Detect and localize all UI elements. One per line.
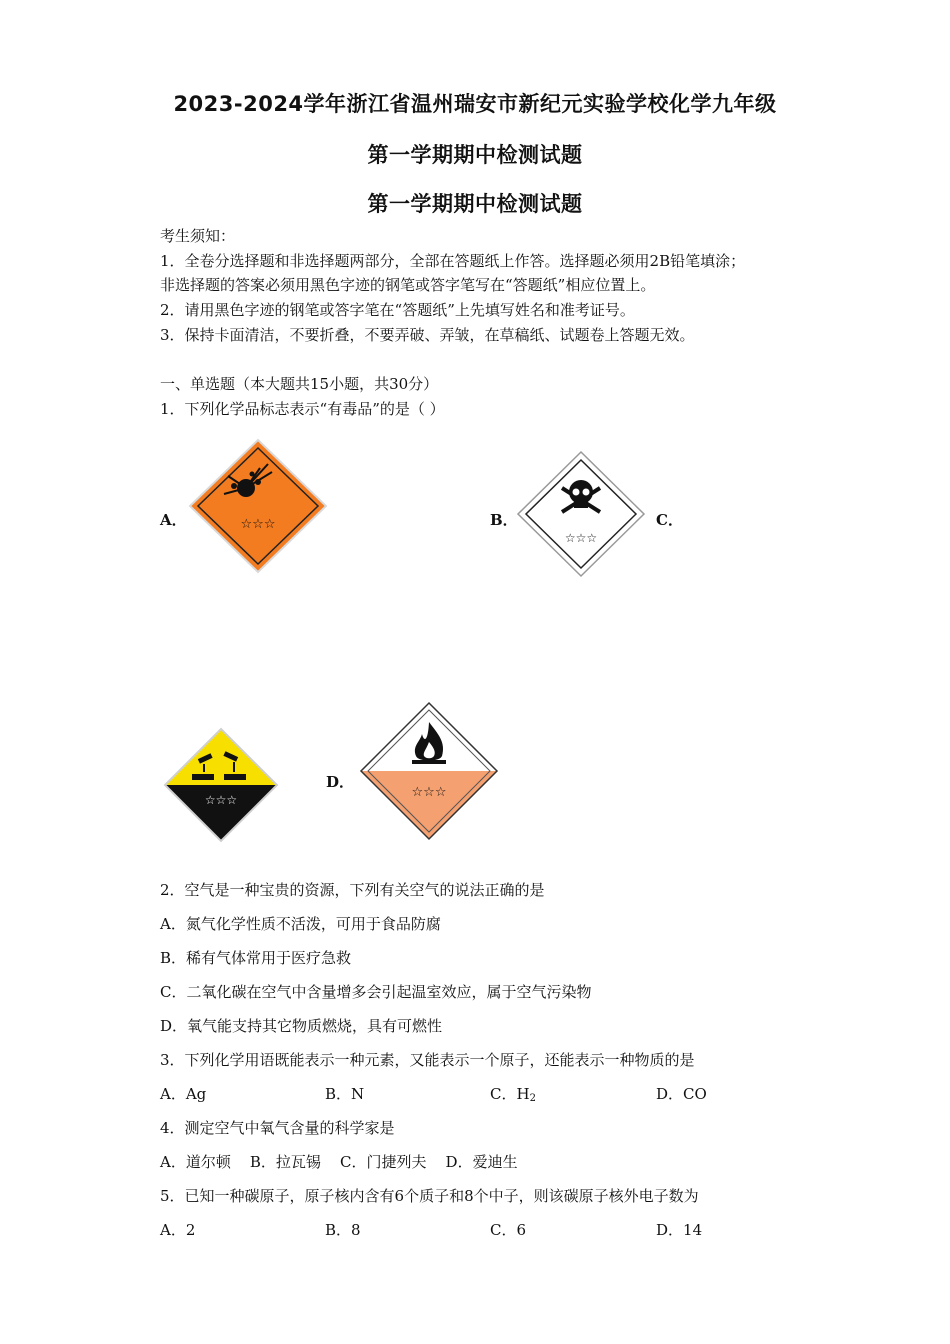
q5-option-b: B．8 — [325, 1221, 361, 1239]
q3-option-d: D．CO — [656, 1085, 707, 1103]
notice-item-1a: 1．全卷分选择题和非选择题两部分，全部在答题纸上作答。选择题必须用2B铅笔填涂； — [160, 252, 746, 270]
question-1-stem: 1．下列化学品标志表示“有毒品”的是（ ） — [160, 400, 445, 418]
notice-heading: 考生须知： — [160, 227, 236, 245]
sign-c-stars: ☆☆☆ — [204, 793, 238, 807]
notice-item-3: 3．保持卡面清洁，不要折叠，不要弄破、弄皱，在草稿纸、试题卷上答题无效。 — [160, 326, 695, 344]
section-heading: 一、单选题（本大题共15小题，共30分） — [160, 375, 439, 393]
question-3-stem: 3．下列化学用语既能表示一种元素，又能表示一个原子，还能表示一种物质的是 — [160, 1051, 695, 1069]
question-4-stem: 4．测定空气中氧气含量的科学家是 — [160, 1119, 395, 1137]
toxic-sign — [516, 450, 646, 578]
q1-option-d-label: D． — [326, 773, 355, 791]
q5-option-c: C．6 — [490, 1221, 527, 1239]
flammable-sign — [358, 700, 500, 842]
q3-option-c-subscript: 2 — [529, 1093, 536, 1104]
q1-option-b-label: B． — [490, 511, 518, 529]
explosive-sign — [188, 438, 328, 574]
q3-option-a: A．Ag — [160, 1085, 207, 1103]
sign-b-stars: ☆☆☆ — [564, 531, 598, 545]
exam-title-line1: 2023-2024学年浙江省温州瑞安市新纪元实验学校化学九年级 — [173, 92, 777, 116]
exam-title-line3: 第一学期期中检测试题 — [367, 192, 583, 216]
notice-item-1b: 非选择题的答案必须用黑色字迹的钢笔或答字笔写在“答题纸”相应位置上。 — [160, 276, 656, 294]
q1-option-a-label: A． — [160, 511, 187, 529]
q5-option-a: A．2 — [160, 1221, 196, 1239]
q4-options: A．道尔顿 B．拉瓦锡 C．门捷列夫 D．爱迪生 — [160, 1153, 518, 1171]
exam-title-line2: 第一学期期中检测试题 — [367, 143, 583, 167]
q3-option-c-text: C．H — [490, 1085, 530, 1103]
q2-option-d: D．氧气能支持其它物质燃烧，具有可燃性 — [160, 1017, 443, 1035]
q3-option-c — [490, 1084, 536, 1109]
q2-option-c: C．二氧化碳在空气中含量增多会引起温室效应，属于空气污染物 — [160, 983, 592, 1001]
q1-option-c-label: C． — [656, 511, 683, 529]
sign-a-stars: ☆☆☆ — [240, 517, 276, 532]
question-5-stem: 5．已知一种碳原子，原子核内含有6个质子和8个中子，则该碳原子核外电子数为 — [160, 1187, 699, 1205]
q5-option-d: D．14 — [656, 1221, 703, 1239]
q3-option-b: B．N — [325, 1085, 365, 1103]
q2-option-b: B．稀有气体常用于医疗急救 — [160, 949, 352, 967]
q2-option-a: A．氮气化学性质不活泼，可用于食品防腐 — [160, 915, 441, 933]
question-2-stem: 2．空气是一种宝贵的资源，下列有关空气的说法正确的是 — [160, 881, 545, 899]
corrosive-sign — [162, 726, 280, 844]
sign-d-stars: ☆☆☆ — [411, 785, 447, 800]
notice-item-2: 2．请用黑色字迹的钢笔或答字笔在“答题纸”上先填写姓名和准考证号。 — [160, 301, 635, 319]
